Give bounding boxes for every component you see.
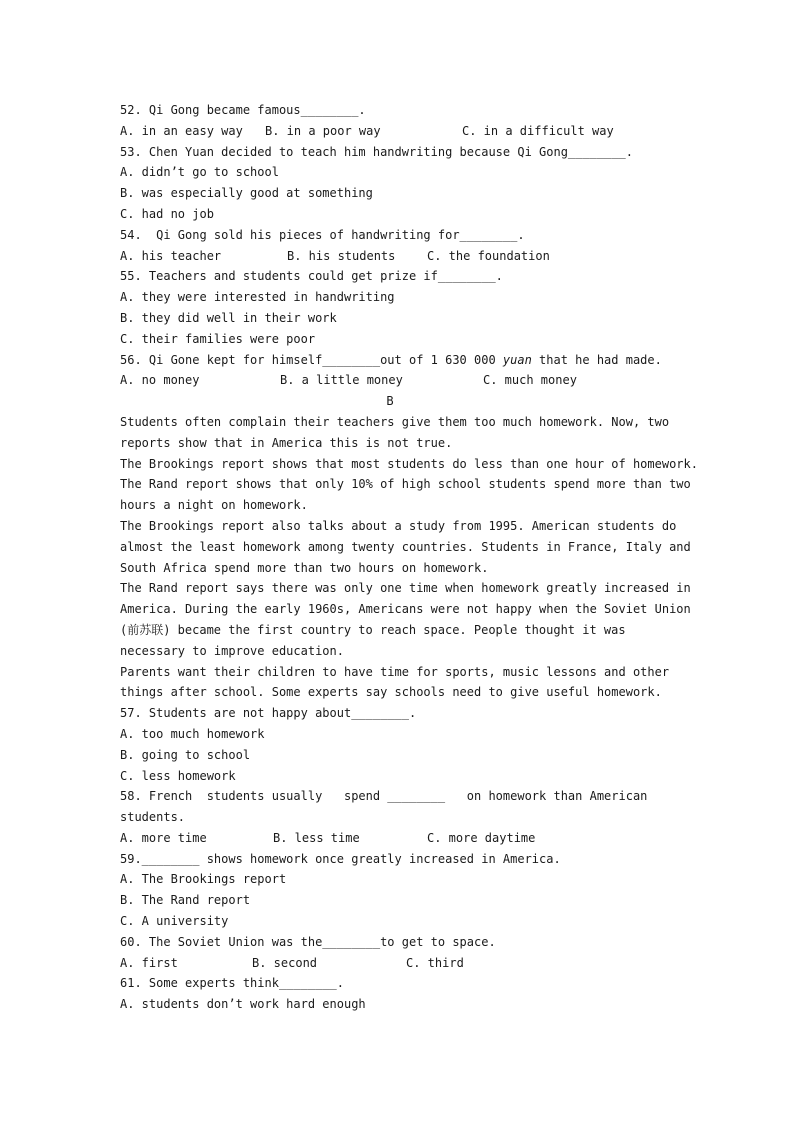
passage-line: hours a night on homework. bbox=[120, 498, 308, 513]
option-c: C. their families were poor bbox=[120, 331, 316, 346]
passage-line: South Africa spend more than two hours on homework. bbox=[120, 560, 489, 575]
question-55-stem: 55. Teachers and students could get prize if________. bbox=[120, 269, 503, 284]
option-b: B. they did well in their work bbox=[120, 310, 337, 325]
passage-line: The Brookings report also talks about a study from 1995. American students do bbox=[120, 518, 677, 533]
question-60-options bbox=[120, 953, 680, 974]
question-54-options bbox=[120, 246, 680, 267]
passage-line: The Rand report says there was only one time when homework greatly increased in bbox=[120, 581, 691, 596]
option-c: C. more daytime bbox=[427, 830, 536, 845]
passage-line: (前苏联) became the first country to reach space. People thought it was bbox=[120, 622, 626, 637]
option-a: A. they were interested in handwriting bbox=[120, 290, 395, 305]
passage-line: Students often complain their teachers give them too much homework. Now, two bbox=[120, 414, 670, 429]
question-58-stem: 58. French students usually spend ________ on homework than American bbox=[120, 789, 648, 804]
option-c: C. much money bbox=[483, 373, 577, 388]
option-c: C. in a difficult way bbox=[462, 123, 614, 138]
passage-line: The Brookings report shows that most students do less than one hour of homework. bbox=[120, 456, 698, 471]
passage-line: Parents want their children to have time for sports, music lessons and other bbox=[120, 664, 670, 679]
passage-line: America. During the early 1960s, Americans were not happy when the Soviet Union bbox=[120, 602, 691, 617]
reading-passage bbox=[120, 412, 698, 703]
stem-italic-word: yuan bbox=[502, 352, 532, 367]
question-52-stem: 52. Qi Gong became famous________. bbox=[120, 103, 366, 117]
exam-page bbox=[120, 100, 698, 1015]
option-c: C. less homework bbox=[120, 768, 236, 783]
option-b: B. going to school bbox=[120, 747, 251, 762]
option-b: B. in a poor way bbox=[265, 123, 381, 138]
option-b: B. second bbox=[252, 955, 318, 970]
passage-line: The Rand report shows that only 10% of high school students spend more than two bbox=[120, 477, 691, 492]
option-a: A. too much homework bbox=[120, 726, 265, 741]
option-c: C. third bbox=[406, 955, 464, 970]
option-b: B. The Rand report bbox=[120, 893, 251, 908]
question-53-stem: 53. Chen Yuan decided to teach him handwriting because Qi Gong________. bbox=[120, 144, 633, 159]
section-heading: B bbox=[386, 394, 394, 409]
option-b: B. less time bbox=[273, 830, 360, 845]
option-a: A. students don’t work hard enough bbox=[120, 997, 366, 1012]
question-57-stem: 57. Students are not happy about________. bbox=[120, 706, 417, 721]
option-a: A. no money bbox=[120, 373, 200, 388]
question-58-stem-cont: students. bbox=[120, 810, 186, 825]
question-60-stem: 60. The Soviet Union was the________to get to space. bbox=[120, 934, 496, 949]
stem-text-end: that he had made. bbox=[531, 352, 662, 367]
question-61-stem: 61. Some experts think________. bbox=[120, 976, 344, 991]
passage-line: almost the least homework among twenty countries. Students in France, Italy and bbox=[120, 539, 691, 554]
option-a: A. The Brookings report bbox=[120, 872, 287, 887]
question-54-stem: 54. Qi Gong sold his pieces of handwriting for________. bbox=[120, 227, 525, 242]
question-56-options bbox=[120, 370, 680, 391]
option-b: B. was especially good at something bbox=[120, 186, 373, 201]
option-b: B. his students bbox=[287, 248, 396, 263]
question-59-stem: 59.________ shows homework once greatly increased in America. bbox=[120, 851, 561, 866]
passage-line: reports show that in America this is not true. bbox=[120, 435, 453, 450]
option-a: A. first bbox=[120, 955, 178, 970]
option-b: B. a little money bbox=[280, 373, 403, 388]
option-a: A. didn’t go to school bbox=[120, 165, 279, 180]
question-56-stem bbox=[120, 350, 680, 371]
stem-text: 56. Qi Gone kept for himself________out of 1 630 000 bbox=[120, 352, 503, 367]
question-58-options bbox=[120, 828, 680, 849]
option-c: C. had no job bbox=[120, 206, 214, 221]
passage-line: things after school. Some experts say schools need to give useful homework. bbox=[120, 685, 662, 700]
option-c: C. A university bbox=[120, 914, 229, 929]
option-a: A. more time bbox=[120, 830, 207, 845]
option-a: A. in an easy way bbox=[120, 123, 243, 138]
passage-line: necessary to improve education. bbox=[120, 643, 344, 658]
option-c: C. the foundation bbox=[427, 248, 550, 263]
question-52-options bbox=[120, 121, 680, 142]
option-a: A. his teacher bbox=[120, 248, 222, 263]
